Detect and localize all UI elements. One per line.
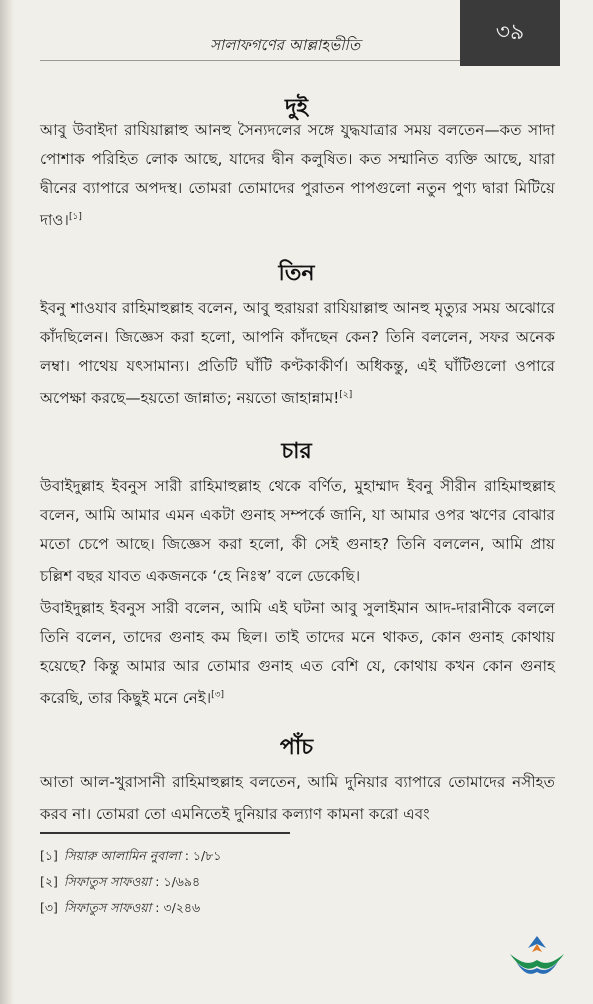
section-heading: পাঁচ xyxy=(279,735,314,760)
footnote-index: [৩] xyxy=(40,900,58,915)
footnote xyxy=(40,874,200,894)
paragraph xyxy=(40,472,555,591)
running-title: সালাফগণের আল্লাহভীতি xyxy=(210,36,361,54)
section-heading: তিন xyxy=(278,261,315,286)
paragraph xyxy=(40,768,555,829)
paragraph-text: আতা আল-খুরাসানী রাহিমাহুল্লাহ বলতেন, আমি দুনিয়ার ব্যাপারে তোমাদের নসীহত করব না। তোমরা তো এমনিতেই দুনিয়ার কল্যাণ কামনা করো এবং xyxy=(40,773,555,824)
footnote-rule xyxy=(40,832,290,834)
footnote-ref: : ১/৬৯৪ xyxy=(151,874,201,889)
page-number-tab xyxy=(460,0,560,66)
paragraph xyxy=(40,116,555,235)
section-heading: দুই xyxy=(284,95,308,120)
footnote-source: সিয়ারু আলামিন নুবালা xyxy=(63,848,181,863)
footnote-index: [১] xyxy=(40,848,58,863)
footnote-source: সিফাতুস সাফওয়া xyxy=(63,900,152,915)
footnote-marker: [৩] xyxy=(211,690,225,700)
footnote-index: [২] xyxy=(40,874,58,889)
footnote xyxy=(40,900,200,920)
paragraph-text: আবু উবাইদা রাযিয়াল্লাহু আনহু সৈন্যদলের সঙ্গে যুদ্ধযাত্রার সময় বলতেন—কত সাদা পোশাক পরিহিত লোক আছে, যাদের দ্বীন কলুষিত। কত সম্মানিত ব্যক্তি আছে, যারা দ্বীনের ব্যাপারে অপদস্থ। তোমরা তোমাদের পুরাতন পাপগুলো নতুন পুণ্য দ্বারা মিটিয়ে দাও। xyxy=(40,121,555,230)
paragraph xyxy=(40,294,555,413)
paragraph-text: উবাইদুল্লাহ ইবনুস সারী বলেন, আমি এই ঘটনা আবু সুলাইমান আদ-দারানীকে বললে তিনি বলেন, তাদের গুনাহ কম ছিল। তাই তাদের মনে থাকত, কোন গুনাহ কোথায় হয়েছে? কিন্তু আমার আর তোমার গুনাহ এত বেশি যে, কোথায় কখন কোন গুনাহ করেছি, তার কিছুই মনে নেই। xyxy=(40,599,555,708)
paragraph-text: উবাইদুল্লাহ ইবনুস সারী রাহিমাহুল্লাহ থেকে বর্ণিত, মুহাম্মাদ ইবনু সীরীন রাহিমাহুল্লাহ বলেন, আমি আমার এমন একটা গুনাহ সম্পর্কে জানি, যা আমার ওপর ঋণের বোঝার মতো চেপে আছে। জিজ্ঞেস করা হলো, কী সেই গুনাহ? তিনি বললেন, আমি প্রায় চল্লিশ বছর যাবত একজনকে ‘হে নিঃস্ব’ বলে ডেকেছি। xyxy=(40,477,555,586)
spine-shadow xyxy=(0,0,14,1004)
paragraph-text: ইবনু শাওযাব রাহিমাহুল্লাহ বলেন, আবু হুরায়রা রাযিয়াল্লাহু আনহু মৃত্যুর সময় অঝোরে কাঁদছিলেন। জিজ্ঞেস করা হলো, আপনি কাঁদছেন কেন? তিনি বললেন, সফর অনেক লম্বা। পাথেয় যৎসামান্য। প্রতিটি ঘাঁটি কণ্টকাকীর্ণ। অধিকন্তু, এই ঘাঁটিগুলো ওপারে অপেক্ষা করছে—হয়তো জান্নাত; নয়তো জাহান্নাম! xyxy=(40,299,555,408)
footnote xyxy=(40,848,221,868)
header-rule xyxy=(40,60,460,61)
page-number: ৩৯ xyxy=(495,19,525,45)
footnote-ref: : ৩/২৪৬ xyxy=(151,900,201,915)
footnote-marker: [১] xyxy=(69,212,82,222)
footnote-source: সিফাতুস সাফওয়া xyxy=(63,874,152,889)
publisher-logo-icon xyxy=(506,932,568,976)
paragraph xyxy=(40,594,555,713)
footnote-marker: [২] xyxy=(339,390,353,400)
section-heading: চার xyxy=(281,439,312,464)
footnote-ref: : ১/৮১ xyxy=(180,848,222,863)
